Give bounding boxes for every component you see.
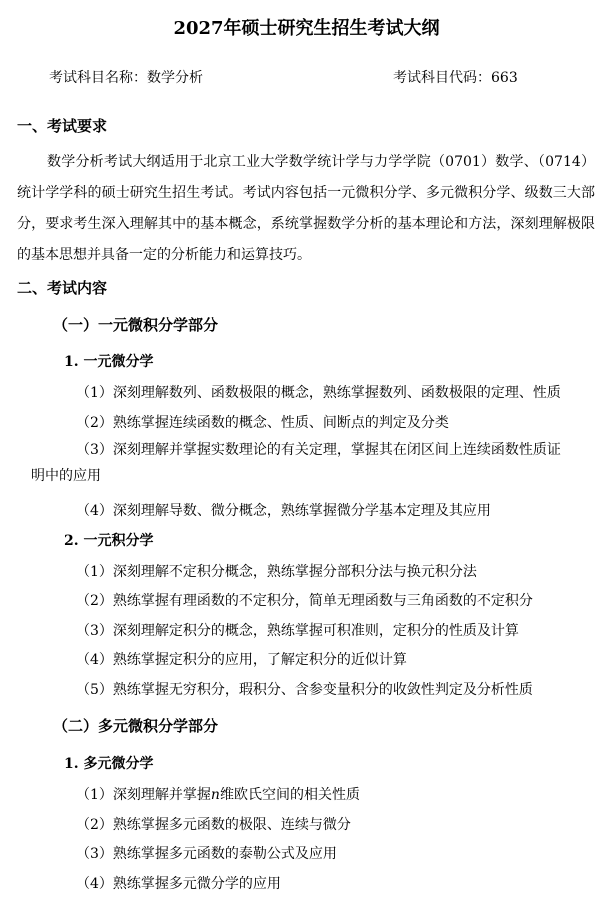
- part-heading-single-variable: （一）一元微积分学部分: [53, 316, 219, 334]
- list-item: （1）深刻理解不定积分概念，熟练掌握分部积分法与换元积分法: [76, 564, 477, 580]
- document-title: 2027年硕士研究生招生考试大纲: [173, 18, 440, 39]
- list-item: [76, 784, 360, 804]
- part-heading-multivariable: （二）多元微积分学部分: [53, 717, 219, 735]
- section-heading-content: 二、考试内容: [17, 279, 108, 297]
- list-item: （2）熟练掌握连续函数的概念、性质、间断点的判定及分类: [76, 415, 449, 431]
- list-item: （5）熟练掌握无穷积分，瑕积分、含参变量积分的收敛性判定及分析性质: [76, 682, 533, 698]
- list-item-line: （3）深刻理解并掌握实数理论的有关定理，掌握其在闭区间上连续函数性质证: [76, 442, 561, 458]
- list-item: （4）深刻理解导数、微分概念，熟练掌握微分学基本定理及其应用: [76, 503, 491, 519]
- subsection-heading-integral: 2. 一元积分学: [64, 533, 154, 549]
- list-item: （2）熟练掌握多元函数的极限、连续与微分: [76, 817, 351, 833]
- list-item: （4）熟练掌握定积分的应用，了解定积分的近似计算: [76, 652, 407, 668]
- math-variable-n: n: [210, 787, 220, 803]
- subject-name: 考试科目名称：数学分析: [49, 70, 203, 86]
- list-item: （4）熟练掌握多元微分学的应用: [76, 876, 281, 892]
- section-heading-requirements: 一、考试要求: [17, 117, 108, 135]
- list-item-text: （1）深刻理解并掌握: [76, 787, 211, 803]
- list-item: [31, 437, 606, 489]
- requirements-paragraph: 数学分析考试大纲适用于北京工业大学数学统计学与力学学院（0701）数学、（0714）统计学学科的硕士研究生招生考试。考试内容包括一元微积分学、多元微积分学、级数三大部分，要求考生深入理解其中的基本概念，系统掌握数学分析的基本理论和方法，深刻理解极限的基本思想并具备一定的分析能力和运算技巧。: [17, 154, 595, 263]
- subsection-heading-multivariable-differential: 1. 多元微分学: [64, 756, 154, 772]
- list-item-continuation: 明中的应用: [31, 468, 101, 484]
- list-item: （2）熟练掌握有理函数的不定积分，简单无理函数与三角函数的不定积分: [76, 593, 533, 609]
- list-item: （3）熟练掌握多元函数的泰勒公式及应用: [76, 846, 337, 862]
- subsection-heading-differential: 1. 一元微分学: [64, 354, 154, 370]
- list-item-text: 维欧氏空间的相关性质: [219, 787, 360, 803]
- list-item: （1）深刻理解数列、函数极限的概念，熟练掌握数列、函数极限的定理、性质: [76, 385, 561, 401]
- list-item: （3）深刻理解定积分的概念，熟练掌握可积准则，定积分的性质及计算: [76, 623, 519, 639]
- subject-code: 考试科目代码：663: [393, 70, 518, 86]
